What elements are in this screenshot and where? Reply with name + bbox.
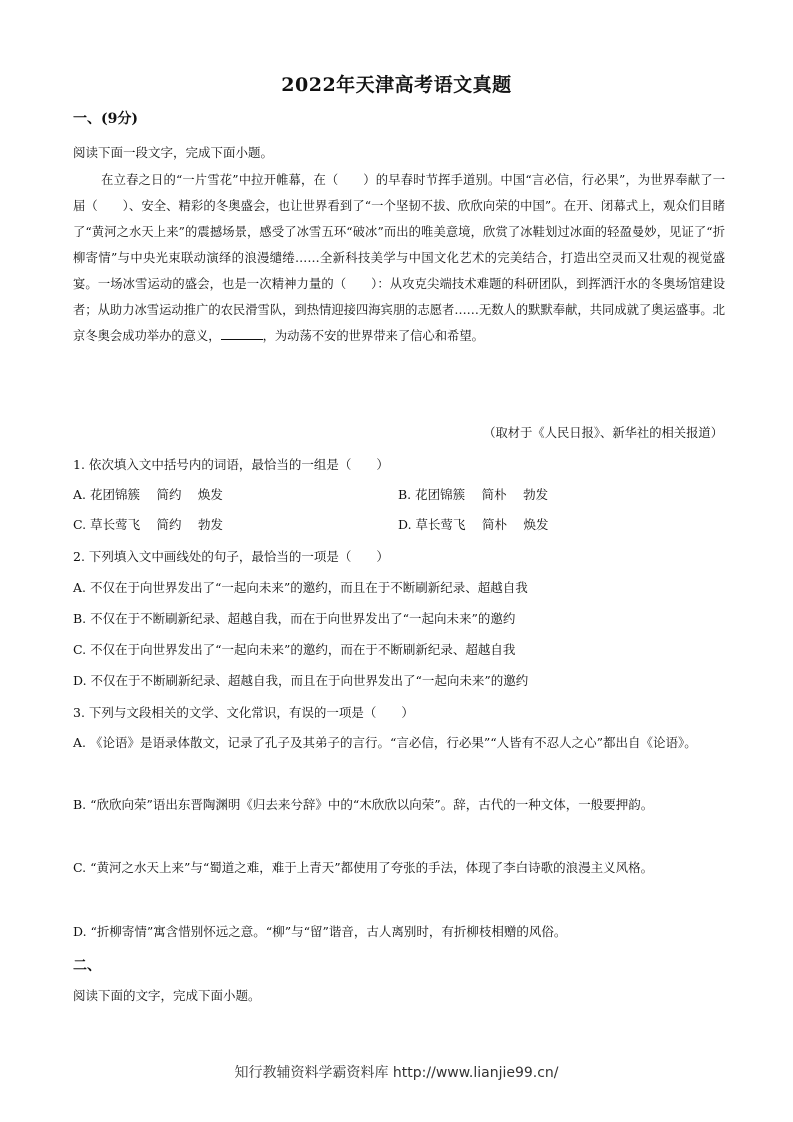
q1-option-a: A. 花团锦簇 简约 焕发 — [73, 487, 223, 502]
q2-option-c: C. 不仅在于向世界发出了“一起向未来”的邀约，而在于不断刷新纪录、超越自我 — [73, 642, 516, 657]
footer-watermark: 知行教辅资料学霸资料库 http://www.lianjie99.cn/ — [234, 1065, 559, 1081]
section-2-heading: 二、 — [73, 958, 101, 974]
q1-option-d: D. 草长莺飞 简朴 焕发 — [398, 517, 549, 532]
section-1-intro: 阅读下面一段文字，完成下面小题。 — [73, 145, 274, 160]
passage-source: （取材于《人民日报》、新华社的相关报道） — [483, 426, 723, 440]
page-title: 2022年天津高考语文真题 — [281, 74, 512, 96]
answer-blank — [221, 327, 263, 340]
q3-option-d: D. “折柳寄情”寓含惜别怀远之意。“柳”与“留”谐音，古人离别时，有折柳枝相赠的风俗。 — [73, 924, 567, 939]
q1-stem: 1. 依次填入文中括号内的词语，最恰当的一组是（ ） — [73, 457, 389, 472]
passage-text: 在立春之日的“一片雪花”中拉开帷幕，在（ ）的早春时节挥手道别。中国“言必信，行必果”，为世界奉献了一届（ ）、安全、精彩的冬奥盛会，也让世界看到了“一个坚韧不拔、欣欣向荣的中国”。在开、闭幕式上，观众们目睹了“黄河之水天上来”的震撼场景，感受了冰雪五环“破冰”而出的唯美意境，欣赏了冰鞋划过冰面的轻盈曼妙，见证了“折柳寄情”与中央光束联动演绎的浪漫缱绻……全新科技美学与中国文化艺术的完美结合，打造出空灵而又壮观的视觉盛宴。一场冰雪运动的盛会，也是一次精神力量的（ ）：从攻克尖端技术难题的科研团队，到挥洒汗水的冬奥场馆建设者；从助力冰雪运动推广的农民滑雪队，到热情迎接四海宾朋的志愿者……无数人的默默奉献，共同成就了奥运盛事。北京冬奥会成功举办的意义， — [73, 173, 725, 343]
q3-option-a: A. 《论语》是语录体散文，记录了孔子及其弟子的言行。“言必信，行必果”“人皆有不忍人之心”都出自《论语》。 — [73, 735, 697, 750]
section-1-heading: 一、(9分) — [73, 111, 138, 127]
reading-passage — [73, 167, 725, 349]
passage-ending: ，为动荡不安的世界带来了信心和希望。 — [262, 329, 484, 343]
q2-option-a: A. 不仅在于向世界发出了“一起向未来”的邀约，而且在于不断刷新纪录、超越自我 — [73, 580, 528, 595]
q2-option-d: D. 不仅在于不断刷新纪录、超越自我，而且在于向世界发出了“一起向未来”的邀约 — [73, 673, 529, 688]
q1-option-b: B. 花团锦簇 简朴 勃发 — [398, 487, 549, 502]
q2-stem: 2. 下列填入文中画线处的句子，最恰当的一项是（ ） — [73, 549, 389, 564]
section-2-intro: 阅读下面的文字，完成下面小题。 — [73, 988, 261, 1003]
q1-option-c: C. 草长莺飞 简约 勃发 — [73, 517, 224, 532]
q3-option-c: C. “黄河之水天上来”与“蜀道之难，难于上青天”都使用了夸张的手法，体现了李白诗歌的浪漫主义风格。 — [73, 860, 654, 875]
q3-stem: 3. 下列与文段相关的文学、文化常识，有误的一项是（ ） — [73, 705, 414, 720]
q2-option-b: B. 不仅在于不断刷新纪录、超越自我，而在于向世界发出了“一起向未来”的邀约 — [73, 611, 516, 626]
q3-option-b: B. “欣欣向荣”语出东晋陶渊明《归去来兮辞》中的“木欣欣以向荣”。辞，古代的一种文体，一般要押韵。 — [73, 797, 654, 812]
